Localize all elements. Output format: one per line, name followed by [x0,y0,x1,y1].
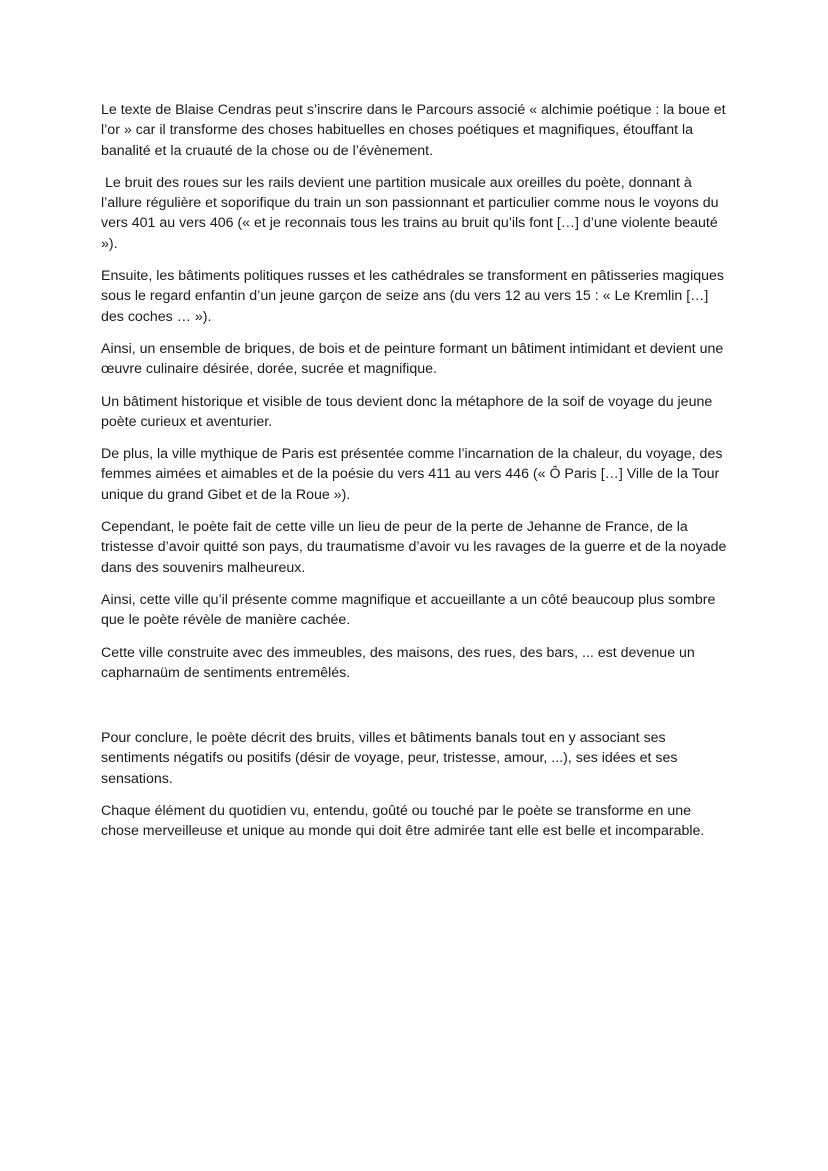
paragraph-final: Chaque élément du quotidien vu, entendu, goûté ou touché par le poète se transforme en une chose merveilleuse et unique au monde qui doit être admirée tant elle est belle et incomparable. [101,803,705,840]
paragraph-dark-side: Ainsi, cette ville qu’il présente comme magnifique et accueillante a un côté beaucoup plus sombre que le poète révèle de manière cachée. [101,591,720,629]
section-spacer [101,695,731,728]
paragraph-kremlin: Ensuite, les bâtiments politiques russes et les cathédrales se transforment en pâtisseries magiques sous le regard enfantin d’un jeune garçon de seize ans (du vers 12 au vers 15 : « Le Kremlin […] des coches … »). [101,268,728,325]
paragraph-paris: De plus, la ville mythique de Paris est présentée comme l’incarnation de la chaleur, du voyage, des femmes aimées et aimables et de la poésie du vers 411 au vers 446 (« Ô Paris […] Ville de la Tour unique du grand Gibet et de la Roue »). [101,446,727,503]
paragraph-bricks: Ainsi, un ensemble de briques, de bois et de peinture formant un bâtiment intimidant et devient une œuvre culinaire désirée, dorée, sucrée et magnifique. [101,340,728,378]
paragraph-fear: Cependant, le poète fait de cette ville un lieu de peur de la perte de Jehanne de France, de la tristesse d’avoir quitté son pays, du traumatisme d’avoir vu les ravages de la guerre et de la noyade dans des souvenirs malheureux. [101,519,731,576]
paragraph-train-noise: Le bruit des roues sur les rails devient une partition musicale aux oreilles du poète, donnant à l’allure régulière et soporifique du train un son passionnant et particulier comme nous le voyons du vers 401 au vers 406 (« et je reconnais tous les trains au bruit qu’ils font […] d’une violente beauté »). [101,174,723,252]
paragraph-conclusion: Pour conclure, le poète décrit des bruits, villes et bâtiments banals tout en y associant ses sentiments négatifs ou positifs (désir de voyage, peur, tristesse, amour, ...), ses idées et ses sensations. [101,730,682,787]
document-body [101,100,731,854]
paragraph-capharnaum: Cette ville construite avec des immeubles, des maisons, des rues, des bars, ... est devenue un capharnaüm de sentiments entremêlés. [101,644,699,681]
paragraph-historic-building: Un bâtiment historique et visible de tous devient donc la métaphore de la soif de voyage du jeune poète curieux et aventurier. [101,393,717,430]
paragraph-intro: Le texte de Blaise Cendras peut s’inscrire dans le Parcours associé « alchimie poétique : la boue et l’or » car il transforme des choses habituelles en choses poétiques et magnifiques, étouffant la banalité et la cruauté de la chose ou de l’évènement. [101,102,730,159]
